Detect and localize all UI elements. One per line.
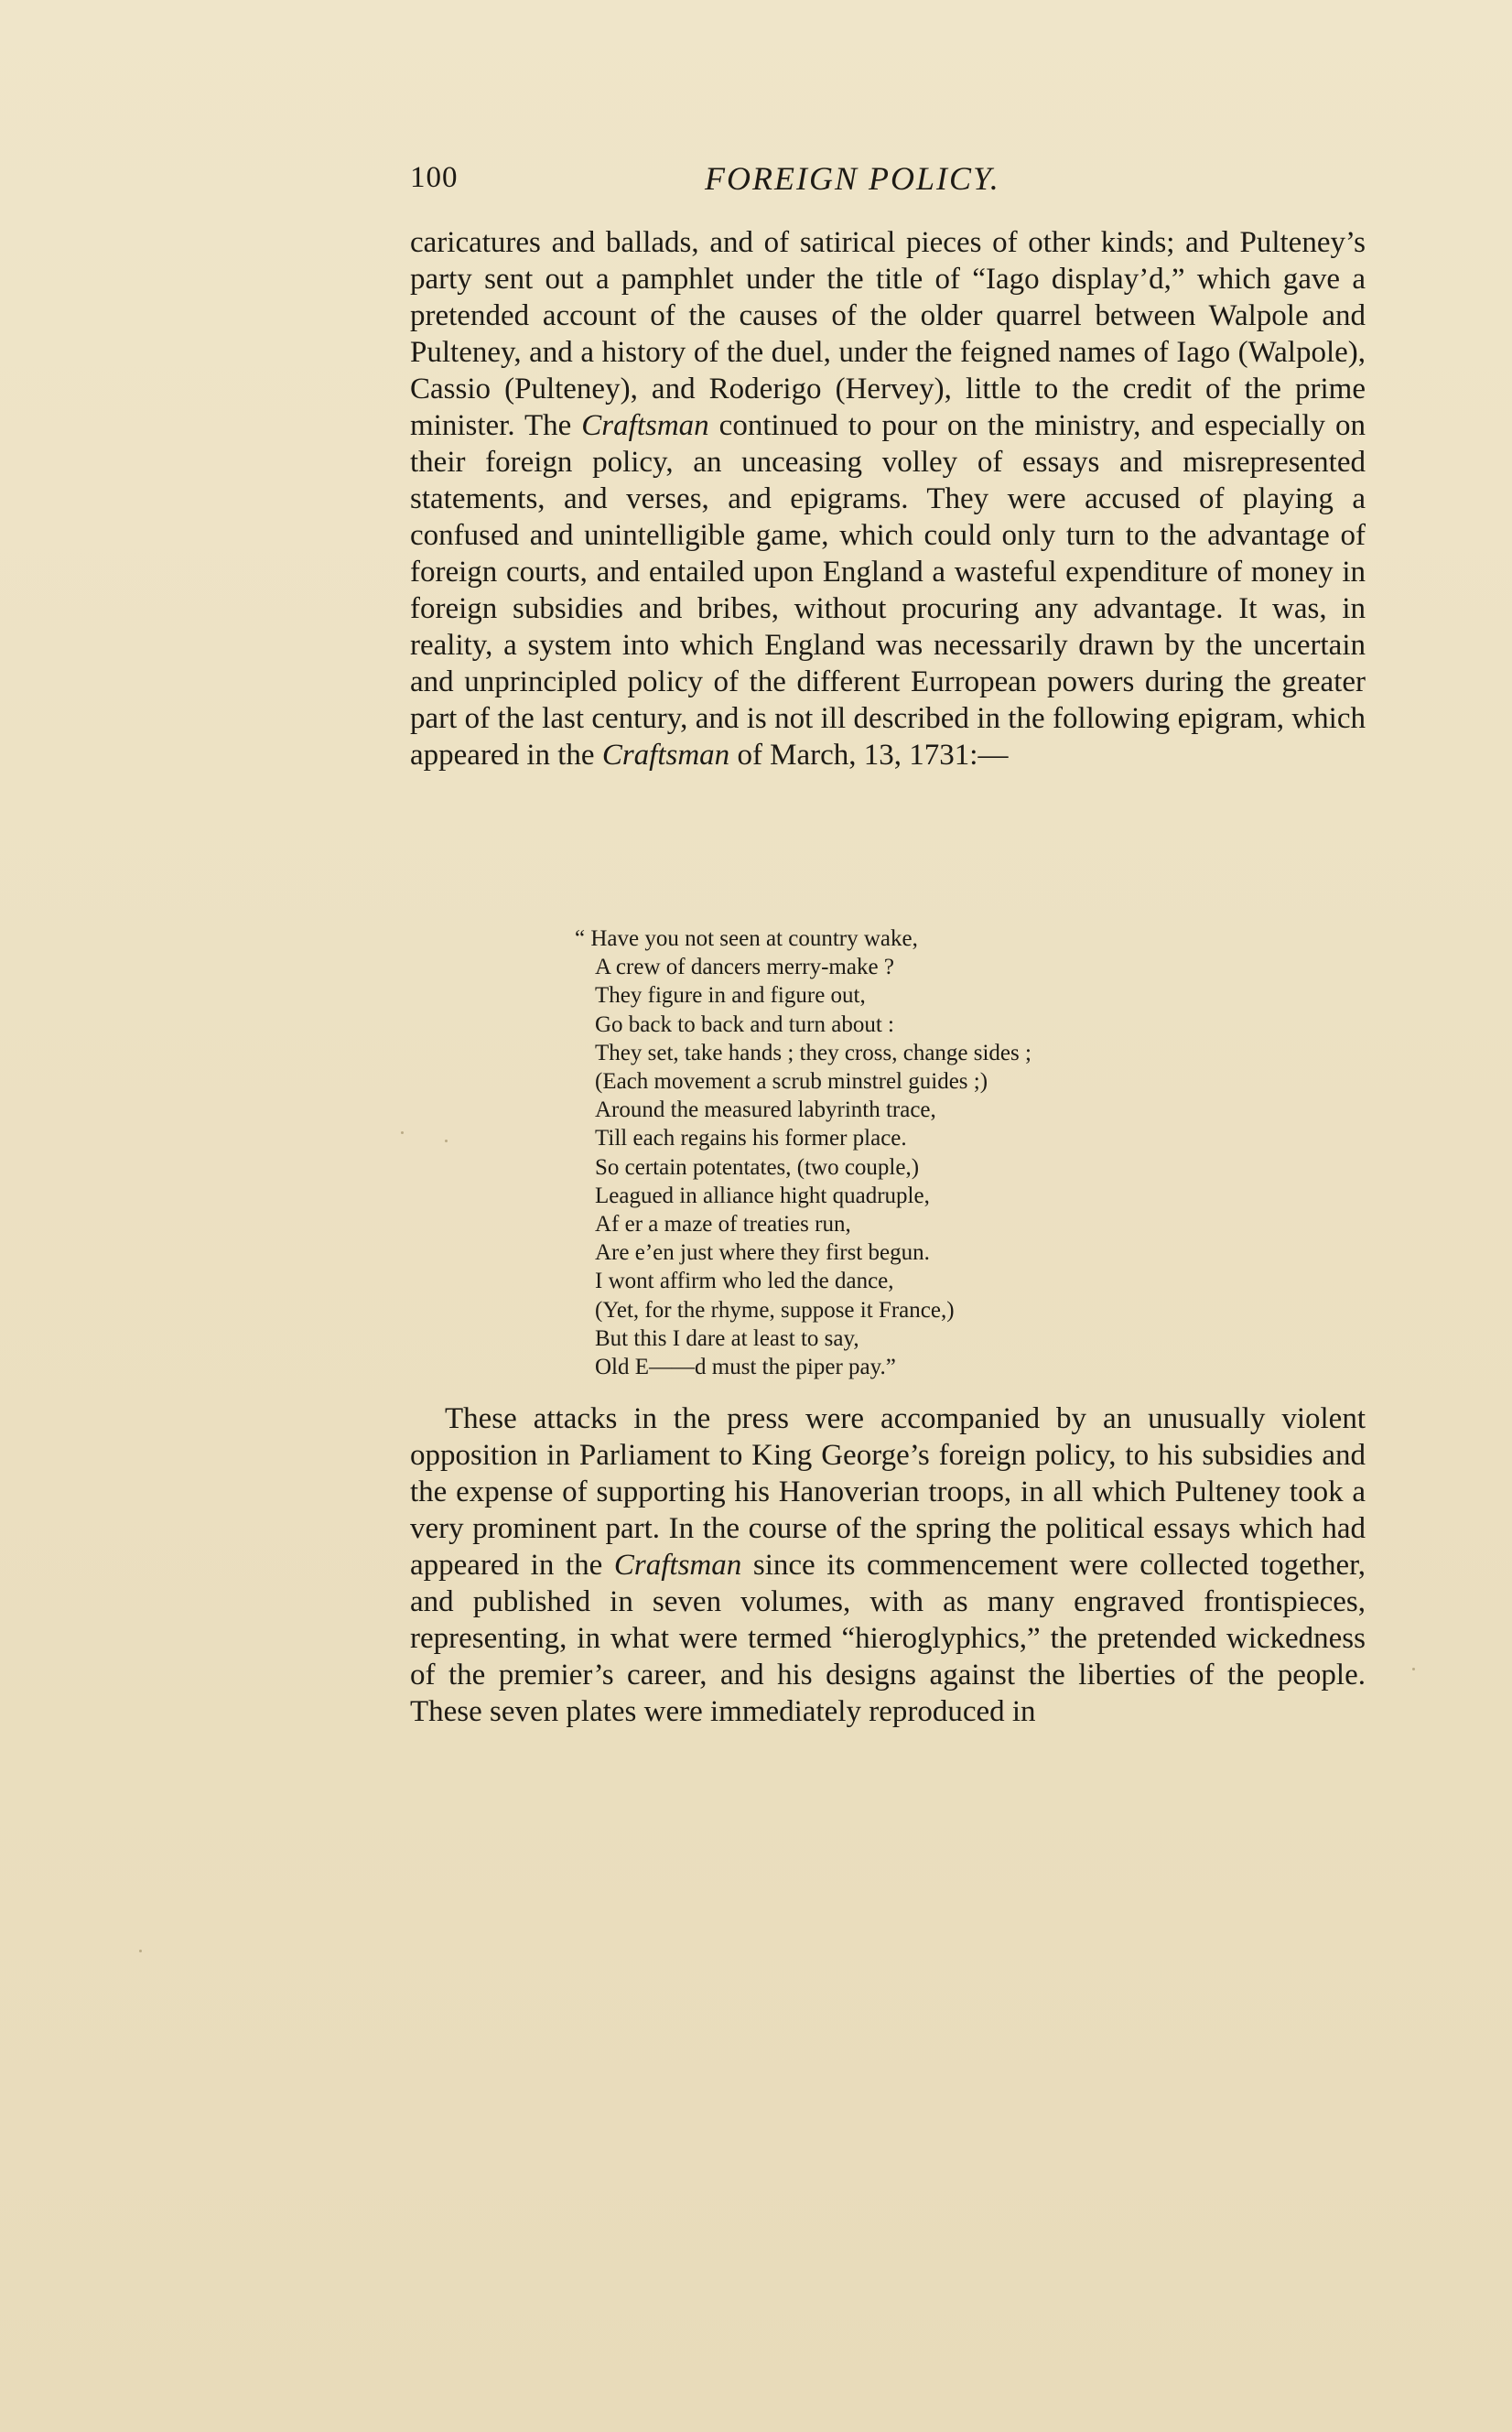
page-number: 100 <box>410 161 459 194</box>
poem-line: Leagued in alliance hight quadruple, <box>595 1183 930 1208</box>
paper-speck <box>1412 1668 1415 1670</box>
poem-line: (Yet, for the rhyme, suppose it France,) <box>595 1297 955 1323</box>
paragraph-1-part-3: of March, 13, 1731:— <box>729 739 1009 772</box>
poem-line: Till each regains his former place. <box>595 1126 907 1151</box>
poem-line: They figure in and figure out, <box>595 983 866 1009</box>
poem-line: They set, take hands ; they cross, change sides ; <box>595 1040 1031 1065</box>
paper-speck <box>401 1131 404 1134</box>
epigram-poem <box>575 924 1254 1381</box>
poem-line: (Each movement a scrub minstrel guides ;) <box>595 1069 988 1095</box>
poem-line: A crew of dancers merry-make ? <box>595 955 894 980</box>
poem-line: I wont affirm who led the dance, <box>595 1269 894 1294</box>
running-title: FOREIGN POLICY. <box>705 160 1000 197</box>
poem-line: Go back to back and turn about : <box>595 1011 894 1037</box>
poem-line: But this I dare at least to say, <box>595 1325 859 1351</box>
paragraph-1 <box>410 224 1366 773</box>
poem-line: Old E——d must the piper pay.” <box>595 1355 896 1380</box>
poem-line: Af er a maze of treaties run, <box>595 1212 851 1238</box>
craftsman-title-2: Craftsman <box>601 739 730 772</box>
craftsman-title-3: Craftsman <box>613 1549 742 1582</box>
paragraph-2-part-1: These attacks in the press were accompanied by an unusually violent opposition in Parliament to King George’s foreign policy, to his subsidies and the expense of supporting his Hanoverian troops, in all which Pulteney took a very prominent part. In the course of the spring the political essays which had appeared in the <box>410 1402 1366 1582</box>
paragraph-1-part-1: caricatures and ballads, and of satirical pieces of other kinds; and Pulteney’s party sent out a pamphlet under the title of “Iago display’d,” which gave a pretended account of the causes of the older quarrel between Walpole and Pulteney, and a history of the duel, under the feigned names of Iago (Walpole), Cassio (Pulteney), and Roderigo (Hervey), little to the credit of the prime minister. The <box>410 226 1366 442</box>
poem-line: “ Have you not seen at country wake, <box>575 926 918 951</box>
paragraph-2 <box>410 1400 1366 1730</box>
page-header <box>410 161 1366 207</box>
craftsman-title-1: Craftsman <box>581 409 709 442</box>
poem-line: Around the measured labyrinth trace, <box>595 1097 936 1123</box>
paragraph-2-text <box>410 1400 1366 1730</box>
paper-speck <box>139 1950 142 1952</box>
paragraph-1-part-2: continued to pour on the ministry, and especially on their foreign policy, an unceasing volley of essays and misrepresented statements, and verses, and epigrams. They were accused of playing a confused and unintelligible game, which could only turn to the advantage of foreign courts, and entailed upon England a wasteful expenditure of money in foreign subsidies and bribes, without procuring any advantage. It was, in reality, a system into which England was necessarily drawn by the uncertain and unprincipled policy of the different Eurropean powers during the greater part of the last century, and is not ill described in the following epigram, which appeared in the <box>410 409 1366 772</box>
paper-speck <box>445 1140 448 1142</box>
poem-line: Are e’en just where they first begun. <box>595 1240 930 1266</box>
paragraph-1-text <box>410 224 1366 773</box>
poem-line: So certain potentates, (two couple,) <box>595 1154 920 1180</box>
paragraph-2-part-2: since its commencement were collected together, and published in seven volumes, with as many engraved frontispieces, representing, in what were termed “hieroglyphics,” the pretended wickedness of the premier’s career, and his designs against the liberties of the people. These seven plates were immediately reproduced in <box>410 1549 1366 1728</box>
